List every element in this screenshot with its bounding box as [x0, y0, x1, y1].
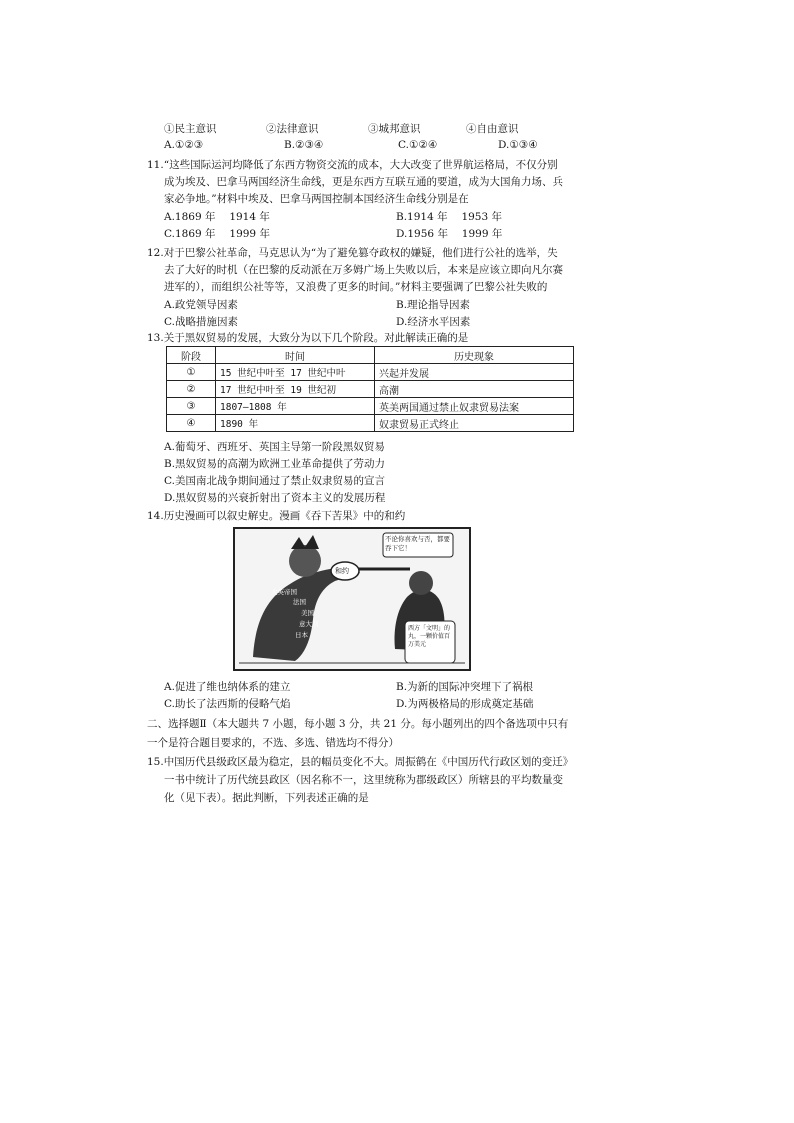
q13-stem: 13.关于黑奴贸易的发展，大致分为以下几个阶段。对此解读正确的是	[147, 332, 469, 344]
q12-option-b: B.理论指导因素	[396, 299, 471, 311]
q11-option-b: B.1914 年 1953 年	[396, 211, 503, 223]
q15-stem-line-3: 化（见下表）。据此判断，下列表述正确的是	[164, 792, 369, 804]
q13-option-c: C.美国南北战争期间通过了禁止奴隶贸易的宣言	[164, 475, 385, 487]
q11-stem-line-3: 家必争地。”材料中埃及、巴拿马两国控制本国经济生命线分别是在	[164, 193, 469, 205]
cartoon-speech-text: 不论你喜欢与否，都要吞下它！	[385, 535, 450, 552]
table-cell-time: 17 世纪中叶至 19 世纪初	[216, 381, 375, 398]
q10-items	[164, 122, 519, 136]
q10-option-b: B.②③④	[284, 139, 324, 151]
q10-item-4: ④自由意识	[466, 123, 519, 135]
q12-option-d: D.经济水平因素	[396, 316, 471, 328]
table-cell-phenomenon: 兴起并发展	[375, 364, 574, 381]
q11-option-a: A.1869 年 1914 年	[164, 211, 270, 223]
table-cell-phenomenon: 英美两国通过禁止奴隶贸易法案	[375, 398, 574, 415]
table-row	[167, 381, 574, 398]
cartoon-spoon-label: 和约	[335, 567, 349, 575]
cartoon-bitter-fruit	[233, 527, 471, 671]
cartoon-arm-label-3: 美国	[301, 609, 314, 617]
q13-option-d: D.黑奴贸易的兴衰折射出了资本主义的发展历程	[164, 492, 386, 504]
table-row	[167, 415, 574, 432]
table-cell-time: 15 世纪中叶至 17 世纪中叶	[216, 364, 375, 381]
german-head-shape	[409, 571, 433, 595]
q10-options	[164, 138, 538, 152]
q11-stem-line-2: 成为埃及、巴拿马两国经济生命线，更是东西方互联互通的要道，成为大国角力场、兵	[164, 176, 563, 188]
cartoon-jar-label: 西方「文明」的丸，一颗价值百万美元	[408, 625, 451, 648]
q10-item-3: ③城邦意识	[368, 123, 421, 135]
cartoon-arm-label-1: 大英帝国	[271, 588, 297, 596]
table-header-time: 时间	[216, 347, 375, 364]
table-cell-phenomenon: 奴隶贸易正式终止	[375, 415, 574, 432]
table-header-stage: 阶段	[167, 347, 216, 364]
q14-option-b: B.为新的国际冲突埋下了祸根	[396, 681, 534, 693]
q14-option-a: A.促进了维也纳体系的建立	[164, 681, 291, 693]
q15-stem-line-1: 15.中国历代县级政区最为稳定，县的幅员变化不大。周振鹤在《中国历代行政区划的变迁》	[147, 756, 574, 768]
cartoon-arm-label-4: 意大利	[299, 620, 319, 628]
q15-stem-line-2: 一书中统计了历代统县政区（因名称不一，这里统称为郡级政区）所辖县的平均数量变	[164, 774, 563, 786]
q14-stem: 14.历史漫画可以叙史解史。漫画《吞下苦果》中的和约	[147, 510, 406, 522]
giant-head-shape	[289, 545, 321, 577]
cartoon-arm-label-5: 日本	[295, 631, 308, 639]
q11-stem-line-1: 11.“这些国际运河均降低了东西方物资交流的成本，大大改变了世界航运格局，不仅分别	[147, 159, 558, 171]
q12-option-c: C.战略措施因素	[164, 316, 238, 328]
q12-stem-line-1: 12.对于巴黎公社革命，马克思认为“为了避免篡夺政权的嫌疑，他们进行公社的选举，失	[147, 247, 558, 259]
q11-option-c: C.1869 年 1999 年	[164, 228, 270, 240]
q10-option-a: A.①②③	[164, 139, 204, 151]
table-row	[167, 398, 574, 415]
table-header-row	[167, 347, 574, 364]
table-cell-stage: ④	[167, 415, 216, 432]
table-cell-time: 1890 年	[216, 415, 375, 432]
q13-option-a: A.葡萄牙、西班牙、英国主导第一阶段黑奴贸易	[164, 441, 385, 453]
q10-item-1: ①民主意识	[164, 123, 217, 135]
q14-option-c: C.助长了法西斯的侵略气焰	[164, 698, 291, 710]
table-header-phenomenon: 历史现象	[375, 347, 574, 364]
table-row	[167, 364, 574, 381]
table-cell-stage: ②	[167, 381, 216, 398]
q13-option-b: B.黑奴贸易的高潮为欧洲工业革命提供了劳动力	[164, 458, 386, 470]
cartoon-arm-label-2: 法国	[293, 598, 306, 606]
table-cell-stage: ③	[167, 398, 216, 415]
q10-option-d: D.①③④	[498, 139, 538, 151]
q10-item-2: ②法律意识	[266, 123, 319, 135]
slave-trade-table	[166, 346, 574, 432]
table-cell-time: 1807—1808 年	[216, 398, 375, 415]
section2-heading-line-2: 一个是符合题目要求的，不选、多选、错选均不得分）	[147, 737, 399, 749]
table-cell-stage: ①	[167, 364, 216, 381]
q12-option-a: A.政党领导因素	[164, 299, 238, 311]
q12-stem-line-3: 进军的），而组织公社等等，又浪费了更多的时间。”材料主要强调了巴黎公社失败的	[164, 281, 548, 293]
q14-option-d: D.为两极格局的形成奠定基础	[396, 698, 534, 710]
q12-stem-line-2: 去了大好的时机（在巴黎的反动派在万多姆广场上失败以后，本来是应该立即向凡尔赛	[164, 264, 563, 276]
section2-heading-line-1: 二、选择题Ⅱ（本大题共 7 小题，每小题 3 分，共 21 分。每小题列出的四个备选项中只有	[147, 718, 569, 730]
table-cell-phenomenon: 高潮	[375, 381, 574, 398]
q10-option-c: C.①②④	[398, 139, 438, 151]
q11-option-d: D.1956 年 1999 年	[396, 228, 503, 240]
